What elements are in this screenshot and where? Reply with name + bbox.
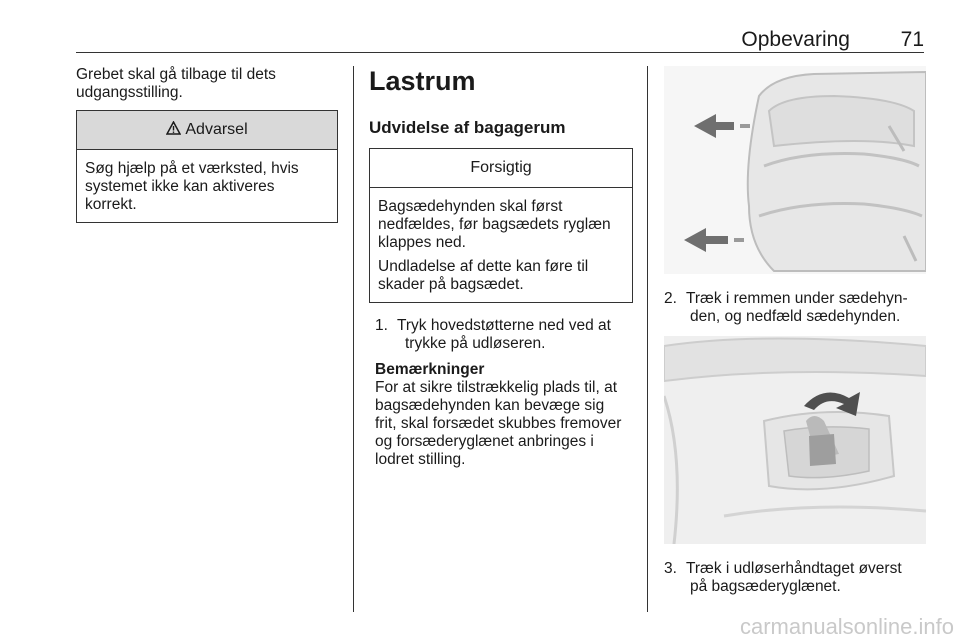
note-line: og forsæderyglænet anbringes i	[375, 433, 594, 450]
caution-paragraph	[378, 198, 624, 252]
watermark: carmanualsonline.info	[739, 614, 954, 639]
step-text	[686, 560, 902, 596]
step-text	[686, 290, 908, 326]
caution-line: klappes ned.	[378, 234, 466, 251]
caution-line: Undladelse af dette kan føre til	[378, 258, 589, 275]
step-number: 1.	[375, 317, 388, 334]
column-2	[369, 66, 633, 469]
note-block	[369, 361, 633, 469]
caution-paragraph	[378, 258, 624, 294]
warning-line: Søg hjælp på et værksted, hvis	[85, 160, 299, 177]
step-3	[664, 560, 926, 596]
subheading: Udvidelse af bagagerum	[369, 118, 566, 137]
step-number: 3.	[664, 560, 677, 577]
caution-line: skader på bagsædet.	[378, 276, 524, 293]
warning-triangle-icon	[166, 121, 181, 139]
caution-body	[370, 188, 632, 302]
step-text	[397, 317, 611, 353]
warning-line: systemet ikke kan aktiveres	[85, 178, 275, 195]
column-divider-2	[647, 66, 648, 612]
step-1	[369, 317, 633, 353]
seat-strap-illustration	[664, 336, 926, 544]
caution-box	[369, 148, 633, 303]
step-line: trykke på udløseren.	[405, 335, 546, 352]
page-number: 71	[900, 28, 924, 51]
section-title: Opbevaring	[741, 28, 850, 51]
warning-title: Advarsel	[185, 121, 248, 138]
warning-line: korrekt.	[85, 196, 137, 213]
step-line: Træk i remmen under sædehyn-	[686, 290, 908, 307]
column-divider-1	[353, 66, 354, 612]
step-number: 2.	[664, 290, 677, 307]
step-line: Træk i udløserhåndtaget øverst	[686, 560, 902, 577]
caution-title: Forsigtig	[470, 159, 532, 176]
note-line: frit, skal forsædet skubbes fremover	[375, 415, 622, 432]
header-divider	[76, 52, 924, 53]
intro-text	[76, 66, 338, 102]
warning-header	[77, 111, 337, 150]
warning-box	[76, 110, 338, 223]
note-line: For at sikre tilstrækkelig plads til, at	[375, 379, 618, 396]
step-line: på bagsæderyglænet.	[690, 578, 841, 595]
column-3	[664, 66, 926, 596]
step-line: Tryk hovedstøtterne ned ved at	[397, 317, 611, 334]
note-line: lodret stilling.	[375, 451, 466, 468]
note-label: Bemærkninger	[375, 361, 485, 378]
intro-line: Grebet skal gå tilbage til dets	[76, 66, 276, 83]
caution-line: nedfældes, før bagsædets ryglæn	[378, 216, 611, 233]
warning-body	[77, 150, 337, 222]
heading-lastrum: Lastrum	[369, 66, 476, 96]
caution-header	[370, 149, 632, 188]
step-line: den, og nedfæld sædehynden.	[690, 308, 901, 325]
intro-line: udgangsstilling.	[76, 84, 183, 101]
step-2	[664, 290, 926, 326]
column-1	[76, 66, 338, 223]
seat-headrest-illustration	[664, 66, 926, 274]
caution-line: Bagsædehynden skal først	[378, 198, 563, 215]
note-line: bagsædehynden kan bevæge sig	[375, 397, 605, 414]
